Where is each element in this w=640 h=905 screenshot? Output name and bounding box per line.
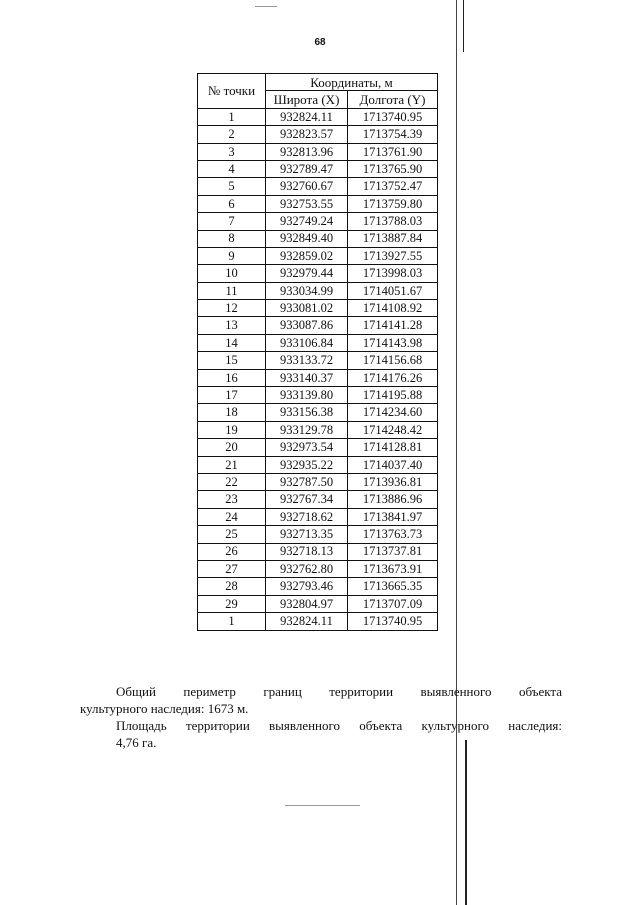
table-row bbox=[198, 230, 438, 247]
latitude-cell: 932979.44 bbox=[266, 265, 348, 282]
latitude-cell: 933140.37 bbox=[266, 369, 348, 386]
latitude-cell: 933034.99 bbox=[266, 282, 348, 299]
table-row bbox=[198, 491, 438, 508]
point-number-cell: 15 bbox=[198, 352, 266, 369]
point-number-cell: 20 bbox=[198, 439, 266, 456]
table-row bbox=[198, 126, 438, 143]
scan-speck bbox=[255, 6, 277, 7]
coordinates-table bbox=[197, 73, 438, 631]
latitude-cell: 932859.02 bbox=[266, 247, 348, 264]
point-number-cell: 10 bbox=[198, 265, 266, 282]
latitude-cell: 932753.55 bbox=[266, 195, 348, 212]
table-row bbox=[198, 282, 438, 299]
point-number-cell: 28 bbox=[198, 578, 266, 595]
point-number-cell: 19 bbox=[198, 421, 266, 438]
latitude-cell: 932789.47 bbox=[266, 160, 348, 177]
latitude-cell: 932767.34 bbox=[266, 491, 348, 508]
latitude-cell: 932718.13 bbox=[266, 543, 348, 560]
latitude-cell: 933081.02 bbox=[266, 300, 348, 317]
point-number-cell: 27 bbox=[198, 560, 266, 577]
latitude-cell: 933087.86 bbox=[266, 317, 348, 334]
longitude-cell: 1713665.35 bbox=[348, 578, 438, 595]
table-row bbox=[198, 404, 438, 421]
latitude-cell: 933139.80 bbox=[266, 387, 348, 404]
longitude-cell: 1714141.28 bbox=[348, 317, 438, 334]
longitude-cell: 1713927.55 bbox=[348, 247, 438, 264]
longitude-cell: 1713841.97 bbox=[348, 508, 438, 525]
point-number-cell: 3 bbox=[198, 143, 266, 160]
table-row bbox=[198, 421, 438, 438]
table-row bbox=[198, 456, 438, 473]
table-row bbox=[198, 526, 438, 543]
point-number-cell: 25 bbox=[198, 526, 266, 543]
point-number-cell: 21 bbox=[198, 456, 266, 473]
point-number-cell: 9 bbox=[198, 247, 266, 264]
longitude-cell: 1714128.81 bbox=[348, 439, 438, 456]
header-latitude: Широта (X) bbox=[266, 91, 348, 108]
perimeter-line-1: Общий периметр границ территории выявленного объекта bbox=[116, 684, 562, 699]
point-number-cell: 1 bbox=[198, 613, 266, 630]
point-number-cell: 26 bbox=[198, 543, 266, 560]
table-row bbox=[198, 613, 438, 630]
table-row bbox=[198, 543, 438, 560]
point-number-cell: 22 bbox=[198, 473, 266, 490]
latitude-cell: 932713.35 bbox=[266, 526, 348, 543]
longitude-cell: 1713886.96 bbox=[348, 491, 438, 508]
point-number-cell: 1 bbox=[198, 108, 266, 125]
latitude-cell: 932973.54 bbox=[266, 439, 348, 456]
latitude-cell: 933133.72 bbox=[266, 352, 348, 369]
table-row bbox=[198, 195, 438, 212]
table-row bbox=[198, 352, 438, 369]
table-row bbox=[198, 369, 438, 386]
table-row bbox=[198, 595, 438, 612]
header-longitude: Долгота (Y) bbox=[348, 91, 438, 108]
table-row bbox=[198, 213, 438, 230]
longitude-cell: 1713998.03 bbox=[348, 265, 438, 282]
point-number-cell: 24 bbox=[198, 508, 266, 525]
longitude-cell: 1713754.39 bbox=[348, 126, 438, 143]
longitude-cell: 1713763.73 bbox=[348, 526, 438, 543]
point-number-cell: 5 bbox=[198, 178, 266, 195]
longitude-cell: 1713740.95 bbox=[348, 108, 438, 125]
point-number-cell: 18 bbox=[198, 404, 266, 421]
latitude-cell: 932787.50 bbox=[266, 473, 348, 490]
table-row bbox=[198, 300, 438, 317]
table-row bbox=[198, 247, 438, 264]
latitude-cell: 933156.38 bbox=[266, 404, 348, 421]
point-number-cell: 8 bbox=[198, 230, 266, 247]
latitude-cell: 932935.22 bbox=[266, 456, 348, 473]
scan-edge-line bbox=[456, 0, 457, 905]
point-number-cell: 2 bbox=[198, 126, 266, 143]
longitude-cell: 1713788.03 bbox=[348, 213, 438, 230]
latitude-cell: 932760.67 bbox=[266, 178, 348, 195]
latitude-cell: 932793.46 bbox=[266, 578, 348, 595]
latitude-cell: 932718.62 bbox=[266, 508, 348, 525]
table-row bbox=[198, 508, 438, 525]
table-row bbox=[198, 108, 438, 125]
longitude-cell: 1714108.92 bbox=[348, 300, 438, 317]
latitude-cell: 932849.40 bbox=[266, 230, 348, 247]
longitude-cell: 1713707.09 bbox=[348, 595, 438, 612]
longitude-cell: 1713936.81 bbox=[348, 473, 438, 490]
scan-speck bbox=[285, 805, 360, 806]
header-point-number: № точки bbox=[198, 74, 266, 109]
latitude-cell: 932823.57 bbox=[266, 126, 348, 143]
scan-edge-line-lower bbox=[465, 740, 467, 905]
longitude-cell: 1713740.95 bbox=[348, 613, 438, 630]
perimeter-line-2: культурного наследия: 1673 м. bbox=[80, 701, 249, 716]
header-coordinates: Координаты, м bbox=[266, 74, 438, 91]
longitude-cell: 1713752.47 bbox=[348, 178, 438, 195]
point-number-cell: 14 bbox=[198, 334, 266, 351]
coordinates-table-body bbox=[198, 108, 438, 630]
point-number-cell: 13 bbox=[198, 317, 266, 334]
longitude-cell: 1714051.67 bbox=[348, 282, 438, 299]
longitude-cell: 1714143.98 bbox=[348, 334, 438, 351]
longitude-cell: 1713761.90 bbox=[348, 143, 438, 160]
longitude-cell: 1714248.42 bbox=[348, 421, 438, 438]
table-row bbox=[198, 387, 438, 404]
latitude-cell: 932749.24 bbox=[266, 213, 348, 230]
point-number-cell: 11 bbox=[198, 282, 266, 299]
longitude-cell: 1713737.81 bbox=[348, 543, 438, 560]
table-row bbox=[198, 143, 438, 160]
latitude-cell: 932824.11 bbox=[266, 108, 348, 125]
point-number-cell: 6 bbox=[198, 195, 266, 212]
point-number-cell: 23 bbox=[198, 491, 266, 508]
scan-edge-line-right bbox=[463, 0, 464, 52]
point-number-cell: 7 bbox=[198, 213, 266, 230]
point-number-cell: 17 bbox=[198, 387, 266, 404]
point-number-cell: 12 bbox=[198, 300, 266, 317]
longitude-cell: 1714195.88 bbox=[348, 387, 438, 404]
table-row bbox=[198, 160, 438, 177]
longitude-cell: 1714176.26 bbox=[348, 369, 438, 386]
table-row bbox=[198, 178, 438, 195]
table-row bbox=[198, 317, 438, 334]
latitude-cell: 932762.80 bbox=[266, 560, 348, 577]
longitude-cell: 1713765.90 bbox=[348, 160, 438, 177]
latitude-cell: 932804.97 bbox=[266, 595, 348, 612]
latitude-cell: 932824.11 bbox=[266, 613, 348, 630]
area-line-2: 4,76 га. bbox=[116, 735, 157, 750]
point-number-cell: 16 bbox=[198, 369, 266, 386]
latitude-cell: 933106.84 bbox=[266, 334, 348, 351]
longitude-cell: 1714234.60 bbox=[348, 404, 438, 421]
longitude-cell: 1713887.84 bbox=[348, 230, 438, 247]
table-row bbox=[198, 334, 438, 351]
point-number-cell: 4 bbox=[198, 160, 266, 177]
area-paragraph bbox=[80, 717, 562, 751]
point-number-cell: 29 bbox=[198, 595, 266, 612]
page-number: 68 bbox=[314, 37, 326, 48]
table-row bbox=[198, 473, 438, 490]
longitude-cell: 1714037.40 bbox=[348, 456, 438, 473]
table-row bbox=[198, 439, 438, 456]
table-row bbox=[198, 265, 438, 282]
table-row bbox=[198, 560, 438, 577]
area-line-1: Площадь территории выявленного объекта культурного наследия: bbox=[116, 718, 562, 733]
latitude-cell: 932813.96 bbox=[266, 143, 348, 160]
latitude-cell: 933129.78 bbox=[266, 421, 348, 438]
longitude-cell: 1713759.80 bbox=[348, 195, 438, 212]
longitude-cell: 1713673.91 bbox=[348, 560, 438, 577]
longitude-cell: 1714156.68 bbox=[348, 352, 438, 369]
perimeter-paragraph bbox=[80, 683, 562, 717]
table-row bbox=[198, 578, 438, 595]
